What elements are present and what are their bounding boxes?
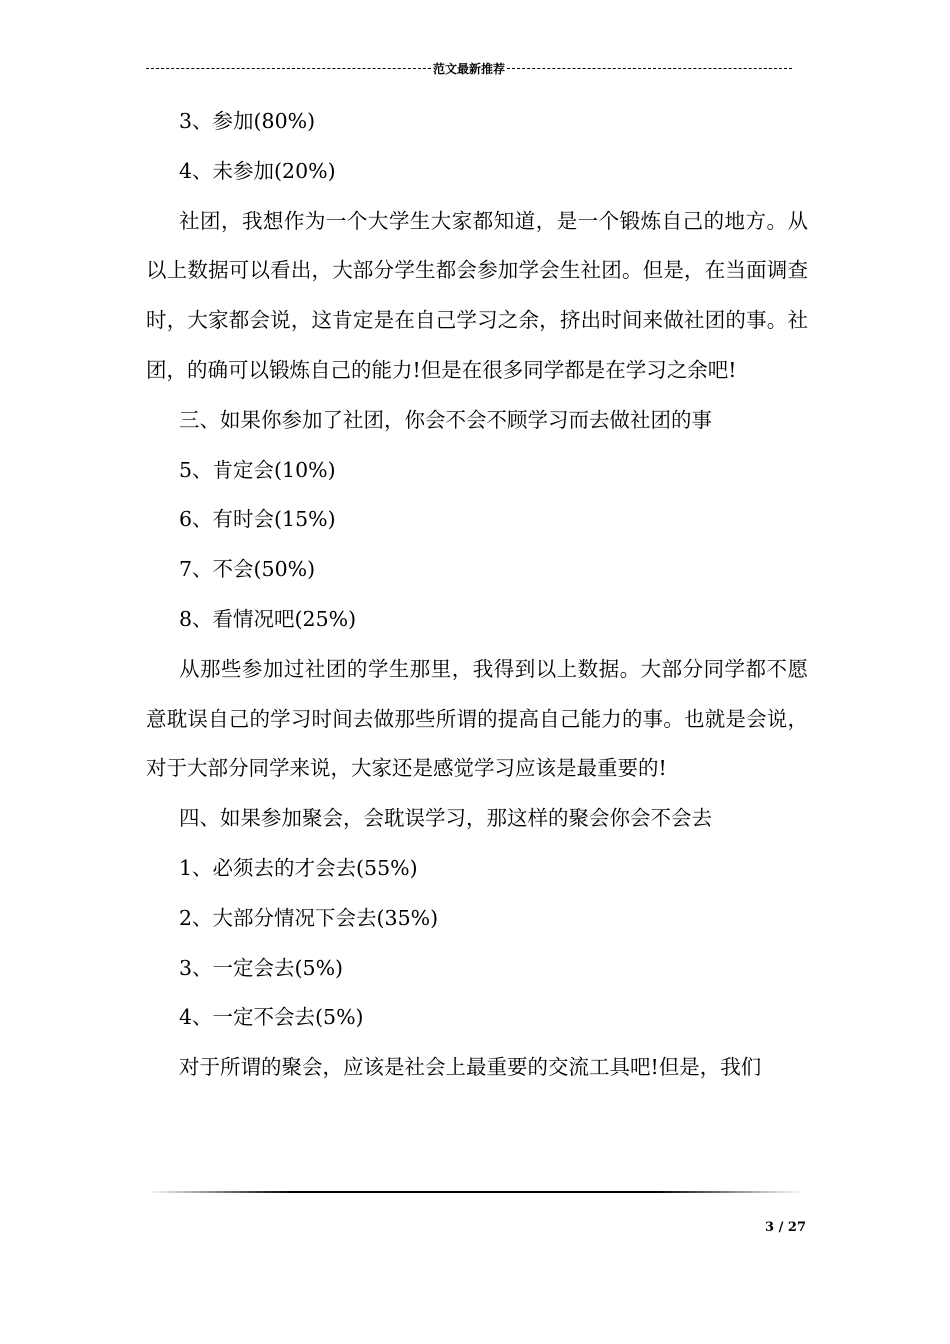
survey-option: 4、未参加(20%) [179, 158, 336, 183]
page-number [765, 1220, 806, 1235]
survey-question-heading: 三、如果你参加了社团，你会不会不顾学习而去做社团的事 [179, 407, 712, 432]
header-dashed-rule-right [507, 68, 792, 69]
survey-option: 2、大部分情况下会去(35%) [179, 905, 439, 930]
body-paragraph: 社团，我想作为一个大学生大家都知道，是一个锻炼自己的地方。从以上数据可以看出，大部分学生都会参加学会生社团。但是，在当面调查时，大家都会说，这肯定是在自己学习之余，挤出时间来做社团的事。社团，的确可以锻炼自己的能力!但是在很多同学都是在学习之余吧! [146, 208, 808, 382]
survey-option: 3、一定会去(5%) [179, 955, 344, 980]
survey-option: 7、不会(50%) [179, 557, 316, 582]
survey-option: 8、看情况吧(25%) [179, 606, 357, 631]
footer-rule [146, 1190, 806, 1194]
header-title: 范文最新推荐 [433, 61, 506, 76]
page-number-separator: / [778, 1220, 784, 1235]
body-paragraph: 从那些参加过社团的学生那里，我得到以上数据。大部分同学都不愿意耽误自己的学习时间去做那些所谓的提高自己能力的事。也就是会说，对于大部分同学来说，大家还是感觉学习应该是最重要的! [146, 656, 808, 781]
survey-option: 3、参加(80%) [179, 109, 316, 133]
survey-option: 5、肯定会(10%) [179, 457, 336, 482]
survey-question-heading: 四、如果参加聚会，会耽误学习，那这样的聚会你会不会去 [179, 806, 712, 831]
survey-option: 6、有时会(15%) [179, 507, 336, 532]
body-paragraph: 对于所谓的聚会，应该是社会上最重要的交流工具吧!但是，我们 [179, 1055, 762, 1080]
page-header [146, 58, 792, 78]
document-body [146, 97, 808, 1093]
header-dashed-rule-left [146, 68, 431, 69]
footer-rule-graphic [146, 1190, 806, 1194]
survey-option: 1、必须去的才会去(55%) [179, 855, 418, 880]
footer-rule-shape [146, 1191, 806, 1193]
page-number-current: 3 [765, 1220, 775, 1235]
page-number-total: 27 [787, 1220, 806, 1235]
survey-option: 4、一定不会去(5%) [179, 1005, 364, 1030]
